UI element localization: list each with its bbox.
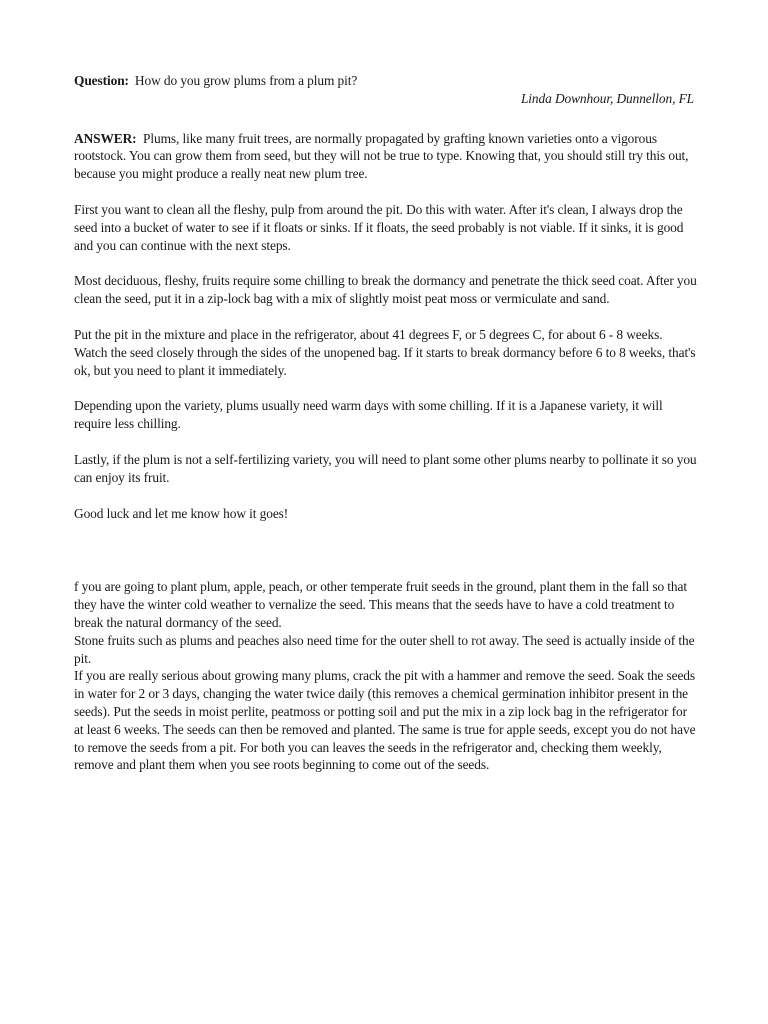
second-paragraph-stone-fruits: Stone fruits such as plums and peaches also need time for the outer shell to rot away. The seed is actually inside of the pit.: [74, 632, 695, 666]
answer-text: Plums, like many fruit trees, are normally propagated by grafting known varieties onto a vigorous rootstock. You can grow them from seed, but they will not be true to type. Knowing that, you should still try this out, because you might produce a really neat new plum tree.: [74, 130, 689, 182]
question-text: How do you grow plums from a plum pit?: [134, 73, 358, 88]
paragraph-closing: Good luck and let me know how it goes!: [74, 505, 289, 521]
paragraph-cleaning: First you want to clean all the fleshy, pulp from around the pit. Do this with water. After it's clean, I always drop the seed into a bucket of water to see if it floats or sinks. If it floats, the seed probably is not viable. If it sinks, it is good and you can continue with the next steps.: [74, 201, 684, 253]
answer-label: ANSWER:: [74, 130, 137, 146]
second-paragraph-vernalize: f you are going to plant plum, apple, peach, or other temperate fruit seeds in the ground, plant them in the fall so that they have the winter cold weather to vernalize the seed. This means that the seeds have to have a cold treatment to break the natural dormancy of the seed.: [74, 579, 687, 630]
question-label: Question:: [74, 73, 129, 88]
paragraph-chilling: Most deciduous, fleshy, fruits require some chilling to break the dormancy and penetrate the thick seed coat. After you clean the seed, put it in a zip-lock bag with a mix of slightly moist peat moss or vermiculate and sand.: [74, 273, 697, 307]
paragraph-variety: Depending upon the variety, plums usually need warm days with some chilling. If it is a Japanese variety, it will require less chilling.: [74, 398, 663, 432]
second-section: [74, 578, 698, 774]
question-author: Linda Downhour, Dunnellon, FL: [520, 90, 694, 106]
second-paragraph-crack-pit: If you are really serious about growing many plums, crack the pit with a hammer and remove the seed. Soak the seeds in water for 2 or 3 days, changing the water twice daily (this removes a chemical germination inhibitor present in the seeds). Put the seeds in moist perlite, peatmoss or potting soil and put the mix in a zip lock bag in the refrigerator for at least 6 weeks. The seeds can then be removed and planted. The same is true for apple seeds, except you do not have to remove the seeds from a pit. For both you can leaves the seeds in the refrigerator and, checking them weekly, remove and plant them when you see roots beginning to come out of the seeds.: [74, 668, 696, 773]
answer-paragraph: [74, 130, 698, 183]
paragraph-refrigerator: Put the pit in the mixture and place in the refrigerator, about 41 degrees F, or 5 degrees C, for about 6 - 8 weeks. Watch the seed closely through the sides of the unopened bag. If it starts to break dormancy before 6 to 8 weeks, that's ok, but you need to plant it immediately.: [74, 326, 696, 378]
paragraph-pollination: Lastly, if the plum is not a self-fertilizing variety, you will need to plant some other plums nearby to pollinate it so you can enjoy its fruit.: [74, 451, 697, 485]
question-line: [74, 72, 698, 90]
section-gap: [74, 522, 698, 578]
document-page: [74, 72, 698, 774]
